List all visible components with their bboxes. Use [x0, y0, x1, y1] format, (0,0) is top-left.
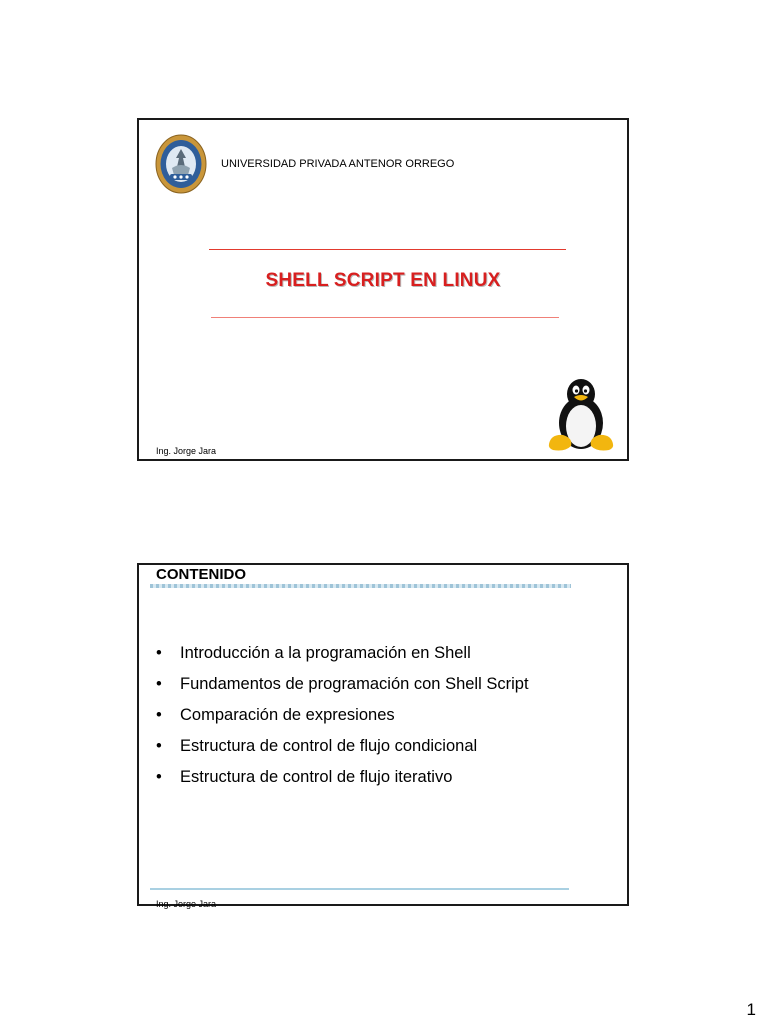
university-seal-icon: [155, 134, 207, 194]
list-item: • Comparación de expresiones: [156, 700, 529, 731]
title-rule-bottom: [211, 317, 559, 318]
heading-rule: [150, 584, 571, 588]
list-item: • Estructura de control de flujo iterativo: [156, 762, 529, 793]
footer-rule: [150, 888, 569, 890]
contents-slide: [137, 563, 629, 909]
slide-heading: CONTENIDO: [156, 566, 246, 583]
title-rule-top: [209, 249, 566, 250]
list-item: • Estructura de control de flujo condicional: [156, 731, 529, 762]
slide-footer: Ing. Jorge Jara: [156, 899, 217, 909]
tux-penguin-icon: [547, 378, 615, 452]
list-item: • Introducción a la programación en Shell: [156, 638, 529, 669]
slide-footer: Ing. Jorge Jara: [156, 446, 217, 456]
university-name: UNIVERSIDAD PRIVADA ANTENOR ORREGO: [221, 158, 455, 170]
contents-list: [156, 638, 529, 793]
slide-title: SHELL SCRIPT EN LINUX: [265, 270, 501, 291]
list-item: • Fundamentos de programación con Shell Script: [156, 669, 529, 700]
title-slide: [137, 118, 629, 461]
page-number: 1: [746, 1000, 756, 1019]
